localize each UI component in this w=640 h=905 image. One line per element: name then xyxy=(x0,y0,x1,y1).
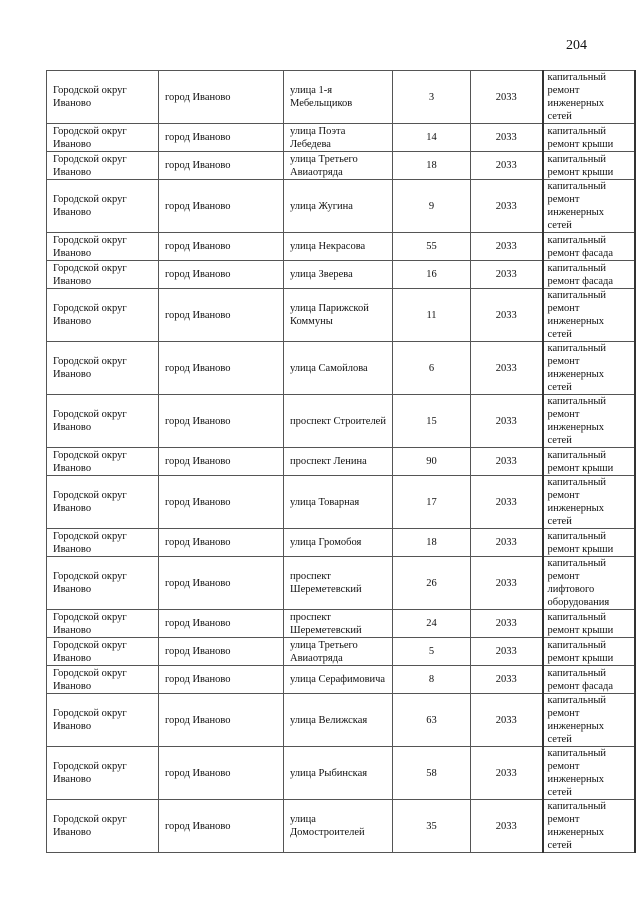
year-cell: 2033 xyxy=(471,261,543,289)
house-number-cell: 18 xyxy=(393,152,471,180)
year-cell: 2033 xyxy=(471,342,543,395)
table-row xyxy=(47,395,635,448)
year-cell: 2033 xyxy=(471,610,543,638)
city-cell: город Иваново xyxy=(159,233,284,261)
house-number-cell: 5 xyxy=(393,638,471,666)
work-type-cell: капитальный ремонт инженерных сетей xyxy=(543,747,635,800)
street-cell: проспект Строителей xyxy=(284,395,393,448)
city-cell: город Иваново xyxy=(159,694,284,747)
street-cell: улица Домостроителей xyxy=(284,800,393,853)
year-cell: 2033 xyxy=(471,289,543,342)
okrug-cell: Городской округ Иваново xyxy=(47,233,159,261)
city-cell: город Иваново xyxy=(159,557,284,610)
work-type-cell: капитальный ремонт инженерных сетей xyxy=(543,180,635,233)
city-cell: город Иваново xyxy=(159,124,284,152)
work-type-cell: капитальный ремонт крыши xyxy=(543,529,635,557)
year-cell: 2033 xyxy=(471,124,543,152)
table-row xyxy=(47,152,635,180)
house-number-cell: 9 xyxy=(393,180,471,233)
city-cell: город Иваново xyxy=(159,289,284,342)
year-cell: 2033 xyxy=(471,71,543,124)
street-cell: улица Громобоя xyxy=(284,529,393,557)
city-cell: город Иваново xyxy=(159,261,284,289)
okrug-cell: Городской округ Иваново xyxy=(47,289,159,342)
house-number-cell: 14 xyxy=(393,124,471,152)
table-row xyxy=(47,638,635,666)
work-type-cell: капитальный ремонт крыши xyxy=(543,152,635,180)
house-number-cell: 11 xyxy=(393,289,471,342)
year-cell: 2033 xyxy=(471,747,543,800)
okrug-cell: Городской округ Иваново xyxy=(47,557,159,610)
table-row xyxy=(47,289,635,342)
work-type-cell: капитальный ремонт крыши xyxy=(543,638,635,666)
city-cell: город Иваново xyxy=(159,342,284,395)
work-type-cell: капитальный ремонт лифтового оборудования xyxy=(543,557,635,610)
okrug-cell: Городской округ Иваново xyxy=(47,261,159,289)
city-cell: город Иваново xyxy=(159,800,284,853)
house-number-cell: 90 xyxy=(393,448,471,476)
street-cell: улица Третьего Авиаотряда xyxy=(284,152,393,180)
work-type-cell: капитальный ремонт инженерных сетей xyxy=(543,800,635,853)
city-cell: город Иваново xyxy=(159,395,284,448)
work-type-cell: капитальный ремонт инженерных сетей xyxy=(543,289,635,342)
work-type-cell: капитальный ремонт фасада xyxy=(543,666,635,694)
year-cell: 2033 xyxy=(471,233,543,261)
table-row xyxy=(47,800,635,853)
street-cell: улица 1-я Мебельщиков xyxy=(284,71,393,124)
street-cell: улица Некрасова xyxy=(284,233,393,261)
house-number-cell: 55 xyxy=(393,233,471,261)
work-type-cell: капитальный ремонт крыши xyxy=(543,448,635,476)
okrug-cell: Городской округ Иваново xyxy=(47,71,159,124)
table-row xyxy=(47,342,635,395)
house-number-cell: 58 xyxy=(393,747,471,800)
street-cell: улица Третьего Авиаотряда xyxy=(284,638,393,666)
street-cell: улица Велижская xyxy=(284,694,393,747)
street-cell: проспект Ленина xyxy=(284,448,393,476)
house-number-cell: 3 xyxy=(393,71,471,124)
okrug-cell: Городской округ Иваново xyxy=(47,476,159,529)
okrug-cell: Городской округ Иваново xyxy=(47,342,159,395)
year-cell: 2033 xyxy=(471,557,543,610)
house-number-cell: 63 xyxy=(393,694,471,747)
house-number-cell: 35 xyxy=(393,800,471,853)
city-cell: город Иваново xyxy=(159,666,284,694)
year-cell: 2033 xyxy=(471,666,543,694)
table-row xyxy=(47,71,635,124)
street-cell: улица Жугина xyxy=(284,180,393,233)
table-row xyxy=(47,124,635,152)
okrug-cell: Городской округ Иваново xyxy=(47,638,159,666)
work-type-cell: капитальный ремонт инженерных сетей xyxy=(543,694,635,747)
street-cell: проспект Шереметевский xyxy=(284,557,393,610)
year-cell: 2033 xyxy=(471,395,543,448)
year-cell: 2033 xyxy=(471,448,543,476)
table-row xyxy=(47,529,635,557)
okrug-cell: Городской округ Иваново xyxy=(47,610,159,638)
city-cell: город Иваново xyxy=(159,747,284,800)
work-type-cell: капитальный ремонт инженерных сетей xyxy=(543,71,635,124)
okrug-cell: Городской округ Иваново xyxy=(47,800,159,853)
okrug-cell: Городской округ Иваново xyxy=(47,180,159,233)
table-row xyxy=(47,261,635,289)
table-row xyxy=(47,666,635,694)
year-cell: 2033 xyxy=(471,529,543,557)
table-row xyxy=(47,610,635,638)
table-row xyxy=(47,233,635,261)
house-number-cell: 24 xyxy=(393,610,471,638)
okrug-cell: Городской округ Иваново xyxy=(47,666,159,694)
street-cell: улица Парижской Коммуны xyxy=(284,289,393,342)
okrug-cell: Городской округ Иваново xyxy=(47,152,159,180)
okrug-cell: Городской округ Иваново xyxy=(47,395,159,448)
year-cell: 2033 xyxy=(471,476,543,529)
street-cell: проспект Шереметевский xyxy=(284,610,393,638)
city-cell: город Иваново xyxy=(159,152,284,180)
work-type-cell: капитальный ремонт крыши xyxy=(543,610,635,638)
street-cell: улица Поэта Лебедева xyxy=(284,124,393,152)
work-type-cell: капитальный ремонт инженерных сетей xyxy=(543,476,635,529)
house-number-cell: 16 xyxy=(393,261,471,289)
okrug-cell: Городской округ Иваново xyxy=(47,124,159,152)
street-cell: улица Самойлова xyxy=(284,342,393,395)
repair-schedule-table xyxy=(46,70,636,853)
year-cell: 2033 xyxy=(471,180,543,233)
table-row xyxy=(47,694,635,747)
year-cell: 2033 xyxy=(471,694,543,747)
work-type-cell: капитальный ремонт инженерных сетей xyxy=(543,395,635,448)
work-type-cell: капитальный ремонт фасада xyxy=(543,233,635,261)
house-number-cell: 17 xyxy=(393,476,471,529)
city-cell: город Иваново xyxy=(159,476,284,529)
city-cell: город Иваново xyxy=(159,610,284,638)
house-number-cell: 26 xyxy=(393,557,471,610)
work-type-cell: капитальный ремонт крыши xyxy=(543,124,635,152)
street-cell: улица Товарная xyxy=(284,476,393,529)
city-cell: город Иваново xyxy=(159,448,284,476)
year-cell: 2033 xyxy=(471,638,543,666)
city-cell: город Иваново xyxy=(159,71,284,124)
okrug-cell: Городской округ Иваново xyxy=(47,529,159,557)
year-cell: 2033 xyxy=(471,152,543,180)
house-number-cell: 6 xyxy=(393,342,471,395)
house-number-cell: 18 xyxy=(393,529,471,557)
year-cell: 2033 xyxy=(471,800,543,853)
street-cell: улица Рыбинская xyxy=(284,747,393,800)
street-cell: улица Серафимовича xyxy=(284,666,393,694)
okrug-cell: Городской округ Иваново xyxy=(47,448,159,476)
city-cell: город Иваново xyxy=(159,638,284,666)
table-row xyxy=(47,476,635,529)
work-type-cell: капитальный ремонт фасада xyxy=(543,261,635,289)
okrug-cell: Городской округ Иваново xyxy=(47,694,159,747)
house-number-cell: 15 xyxy=(393,395,471,448)
table-row xyxy=(47,557,635,610)
page-number: 204 xyxy=(566,38,587,53)
street-cell: улица Зверева xyxy=(284,261,393,289)
table-row xyxy=(47,180,635,233)
table-row xyxy=(47,747,635,800)
city-cell: город Иваново xyxy=(159,529,284,557)
house-number-cell: 8 xyxy=(393,666,471,694)
okrug-cell: Городской округ Иваново xyxy=(47,747,159,800)
work-type-cell: капитальный ремонт инженерных сетей xyxy=(543,342,635,395)
city-cell: город Иваново xyxy=(159,180,284,233)
table-row xyxy=(47,448,635,476)
